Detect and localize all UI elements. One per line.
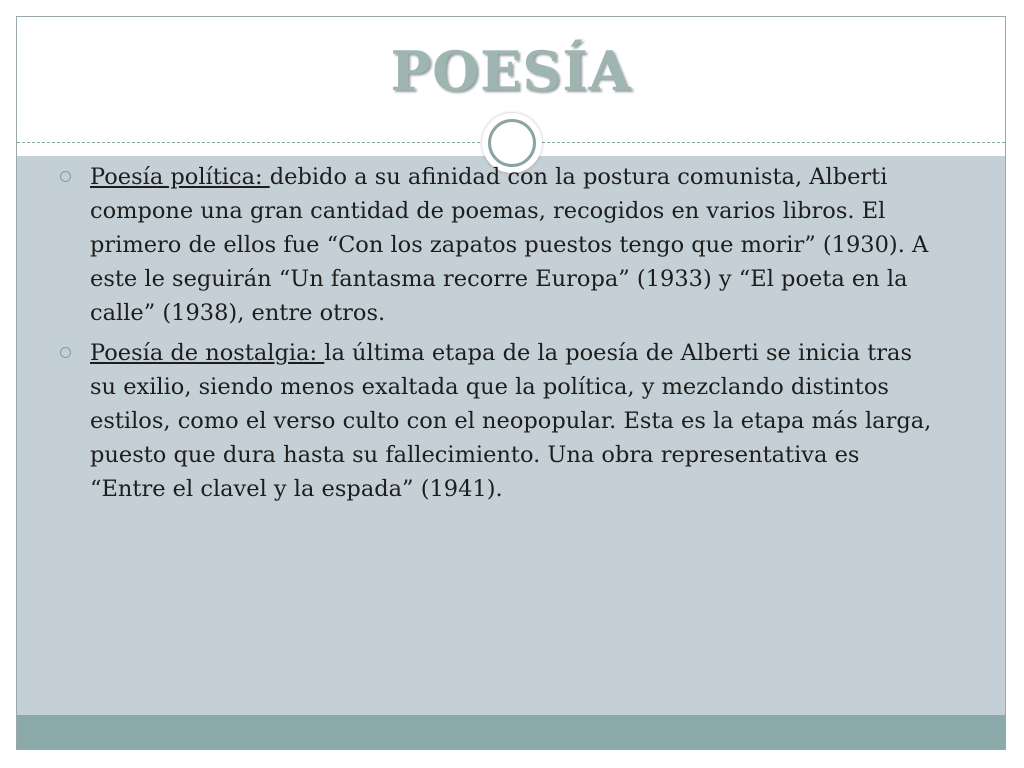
bullet-text: la última etapa de la poesía de Alberti se inicia tras su exilio, siendo menos exaltada que la política, y mezclando distintos estilos, como el verso culto con el neopopular. Esta es la etapa más larga, puesto que dura hasta su fallecimiento. Una obra representativa es “Entre el clavel y la espada” (1941). <box>90 340 932 502</box>
footer-band <box>17 715 1005 749</box>
bullet-item-nostalgia <box>58 336 938 506</box>
bullet-item-politica <box>58 160 938 330</box>
bullet-heading: Poesía política: <box>90 164 270 190</box>
bullet-circle-icon <box>60 347 71 358</box>
bullet-list <box>58 160 938 512</box>
bullet-circle-icon <box>60 171 71 182</box>
slide-title: POESÍA <box>390 39 632 103</box>
bullet-text: debido a su afinidad con la postura comunista, Alberti compone una gran cantidad de poemas, recogidos en varios libros. El primero de ellos fue “Con los zapatos puestos tengo que morir” (1930). A este le seguirán “Un fantasma recorre Europa” (1933) y “El poeta en la calle” (1938), entre otros. <box>90 164 929 326</box>
bullet-heading: Poesía de nostalgia: <box>90 340 325 366</box>
